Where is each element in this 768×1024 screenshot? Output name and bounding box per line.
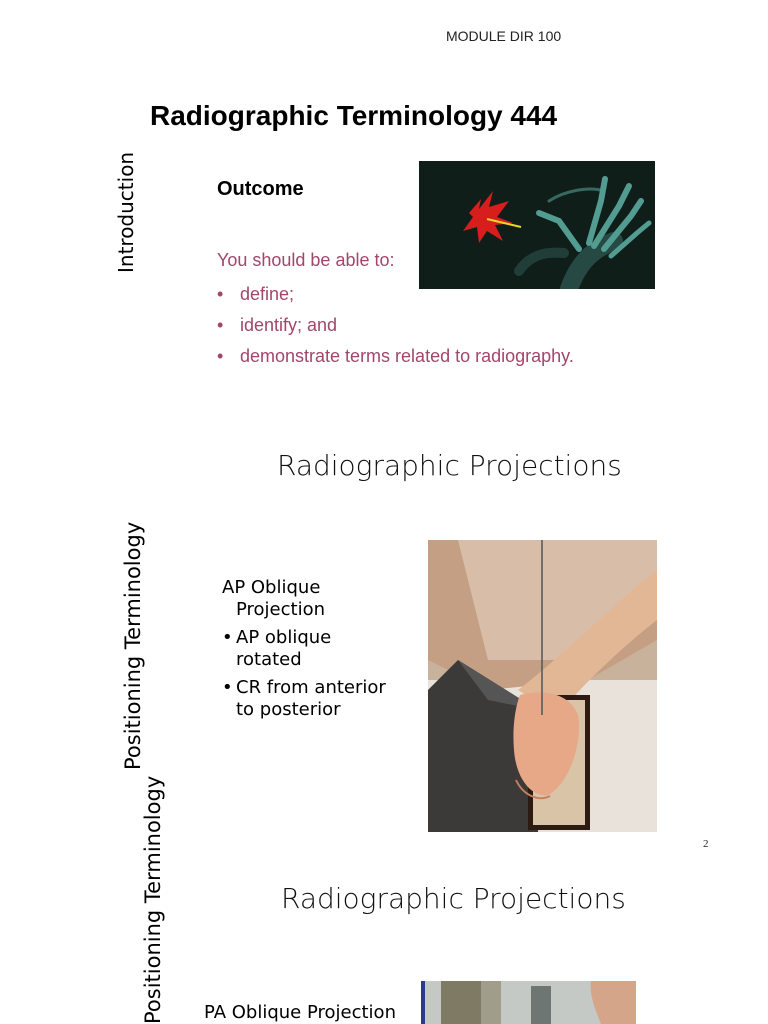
ap-bullet-list (222, 627, 406, 721)
side-label-positioning: Positioning Terminology (141, 775, 165, 1024)
list-item: • demonstrate terms related to radiography. (217, 346, 574, 377)
module-header: MODULE DIR 100 (446, 28, 562, 44)
page-number: 2 (703, 838, 709, 850)
section-title: Radiographic Projections (277, 449, 622, 482)
list-item: • CR from anterior to posterior (222, 677, 406, 721)
page-title: Radiographic Terminology 444 (150, 100, 558, 131)
ap-heading-line2: Projection (236, 599, 326, 620)
list-item: • identify; and (217, 315, 574, 346)
ap-oblique-content (222, 577, 406, 727)
outcome-lead: You should be able to: (217, 250, 395, 270)
leaf-xray-image (419, 161, 655, 289)
side-label-introduction: Introduction (114, 151, 138, 273)
patient-positioning-image (421, 981, 636, 1024)
foot-positioning-image (428, 540, 657, 832)
section-title: Radiographic Projections (281, 882, 626, 915)
side-label-positioning: Positioning Terminology (121, 521, 145, 770)
outcome-list (217, 284, 574, 377)
list-item: • define; (217, 284, 574, 315)
list-item: • AP oblique rotated (222, 627, 366, 671)
ap-heading-line1: AP Oblique (222, 577, 321, 598)
outcome-heading: Outcome (217, 178, 304, 200)
pa-oblique-heading: PA Oblique Projection (204, 1002, 396, 1023)
